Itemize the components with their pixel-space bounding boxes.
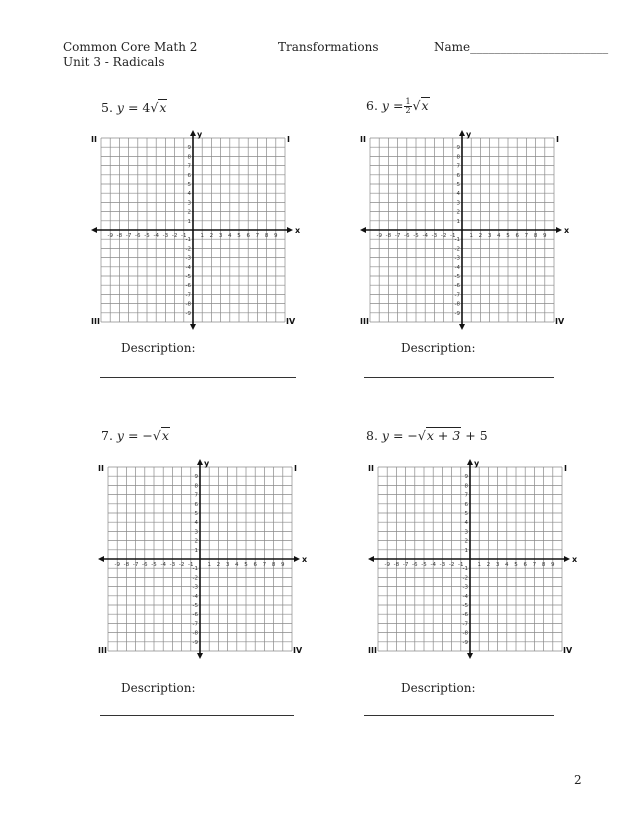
problem-5-label: 5. y = 4√x <box>101 100 167 115</box>
x-tick-label: -4 <box>160 562 166 568</box>
y-axis-arrow-up <box>190 130 196 136</box>
x-axis-label: x <box>572 555 578 564</box>
y-tick-label: -8 <box>462 630 468 637</box>
description-label-8: Description: <box>401 681 476 695</box>
y-tick-label: 2 <box>194 538 198 545</box>
x-tick-label: 7 <box>524 233 529 239</box>
x-tick-label: 9 <box>274 233 278 239</box>
y-tick-label: -6 <box>185 283 191 290</box>
y-tick-label: -5 <box>185 274 191 280</box>
y-tick-label: -5 <box>192 603 198 609</box>
answer-line-6[interactable] <box>364 377 554 378</box>
x-tick-label: -3 <box>431 233 438 239</box>
y-tick-label: 3 <box>456 200 460 207</box>
sqrt-symbol: √x + 3 <box>417 428 461 443</box>
x-axis-arrow-left <box>98 556 104 562</box>
y-tick-label: -6 <box>462 612 468 619</box>
quadrant-label-I: I <box>294 464 297 473</box>
y-tick-label: 4 <box>194 520 198 527</box>
x-axis-arrow-right <box>294 556 300 562</box>
y-tick-label: 6 <box>187 172 191 179</box>
y-tick-label: 6 <box>194 501 198 508</box>
coordinate-grid-5[interactable] <box>89 128 301 326</box>
y-tick-label: 4 <box>464 520 468 527</box>
x-tick-label: 8 <box>533 233 538 239</box>
problem-7-label: 7. y = −√x <box>101 428 169 443</box>
y-tick-label: 9 <box>464 474 468 481</box>
y-tick-label: -2 <box>192 575 198 582</box>
x-tick-label: 1 <box>469 233 473 239</box>
x-tick-label: -9 <box>107 233 113 239</box>
quadrant-label-III: III <box>360 317 369 326</box>
quadrant-label-IV: IV <box>555 317 565 326</box>
quadrant-label-III: III <box>98 646 107 655</box>
y-tick-label: -4 <box>462 593 468 600</box>
sqrt-symbol: √x <box>412 98 429 113</box>
x-tick-label: -4 <box>430 562 436 568</box>
x-tick-label: 3 <box>225 562 230 568</box>
y-tick-label: 8 <box>187 154 191 161</box>
equation-lhs: y <box>381 428 389 443</box>
y-tick-label: -2 <box>462 575 468 582</box>
y-tick-label: 6 <box>464 501 468 508</box>
y-tick-label: 9 <box>194 474 198 481</box>
problem-number: 5. <box>101 100 113 115</box>
page-number: 2 <box>574 773 582 787</box>
y-tick-label: -2 <box>185 246 191 253</box>
y-tick-label: -5 <box>462 603 468 609</box>
quadrant-label-I: I <box>556 135 559 144</box>
name-field[interactable]: Name_______________________ <box>434 40 609 54</box>
y-tick-label: 7 <box>187 163 191 170</box>
x-tick-label: 2 <box>486 562 491 568</box>
y-tick-label: -7 <box>462 621 468 628</box>
description-label-6: Description: <box>401 341 476 355</box>
x-tick-label: 4 <box>497 233 501 239</box>
y-tick-label: -3 <box>454 255 460 262</box>
x-tick-label: 5 <box>244 562 248 568</box>
x-tick-label: -5 <box>421 562 427 568</box>
sqrt-symbol: √x <box>152 428 169 443</box>
answer-line-7[interactable] <box>100 715 294 716</box>
x-tick-label: -3 <box>162 233 169 239</box>
x-tick-label: 2 <box>216 562 221 568</box>
y-tick-label: 7 <box>464 492 468 499</box>
problem-number: 7. <box>101 428 113 443</box>
y-tick-label: -1 <box>185 237 191 244</box>
equation-lhs: y <box>116 100 124 115</box>
y-tick-label: -7 <box>185 292 191 299</box>
y-tick-label: -2 <box>454 246 460 253</box>
y-tick-label: -3 <box>192 584 198 591</box>
y-tick-label: -4 <box>185 264 191 271</box>
y-tick-label: 3 <box>187 200 191 207</box>
x-tick-label: -1 <box>458 562 464 568</box>
coordinate-grid-6[interactable] <box>358 128 570 326</box>
x-tick-label: -4 <box>422 233 428 239</box>
x-tick-label: 5 <box>237 233 241 239</box>
y-tick-label: 2 <box>187 209 191 216</box>
y-tick-label: -7 <box>454 292 460 299</box>
x-tick-label: 6 <box>515 233 519 239</box>
x-tick-label: 6 <box>246 233 250 239</box>
x-tick-label: -6 <box>404 233 410 239</box>
y-tick-label: -9 <box>462 639 468 646</box>
x-axis-arrow-right <box>564 556 570 562</box>
y-axis-arrow-up <box>197 459 203 465</box>
y-tick-label: -8 <box>454 301 460 308</box>
x-axis-label: x <box>302 555 308 564</box>
y-tick-label: 8 <box>456 154 460 161</box>
x-tick-label: -7 <box>125 233 132 239</box>
y-tick-label: -4 <box>192 593 198 600</box>
x-tick-label: 4 <box>235 562 239 568</box>
quadrant-label-IV: IV <box>286 317 296 326</box>
x-tick-label: 3 <box>218 233 223 239</box>
y-tick-label: -9 <box>185 310 191 317</box>
x-tick-label: 3 <box>495 562 500 568</box>
x-tick-label: 1 <box>207 562 211 568</box>
equation-lhs: y <box>381 98 389 113</box>
y-tick-label: 5 <box>464 511 468 517</box>
description-label-5: Description: <box>121 341 196 355</box>
y-axis-arrow-down <box>467 653 473 659</box>
x-tick-label: -8 <box>385 233 392 239</box>
topic-title: Transformations <box>278 40 379 54</box>
y-tick-label: 5 <box>187 182 191 188</box>
y-tick-label: 5 <box>456 182 460 188</box>
x-tick-label: -1 <box>188 562 194 568</box>
y-tick-label: -1 <box>192 566 198 573</box>
x-tick-label: 7 <box>255 233 260 239</box>
x-tick-label: -6 <box>142 562 148 568</box>
y-axis-arrow-down <box>197 653 203 659</box>
y-axis-label: y <box>204 459 210 468</box>
answer-line-8[interactable] <box>364 715 554 716</box>
quadrant-label-II: II <box>360 135 366 144</box>
y-tick-label: 1 <box>187 218 191 225</box>
y-tick-label: -5 <box>454 274 460 280</box>
x-tick-label: 7 <box>262 562 267 568</box>
problem-number: 8. <box>366 428 378 443</box>
y-tick-label: 7 <box>456 163 460 170</box>
sqrt-symbol: √x <box>150 100 167 115</box>
y-tick-label: -7 <box>192 621 198 628</box>
y-tick-label: 2 <box>456 209 460 216</box>
y-axis-label: y <box>466 130 472 139</box>
y-tick-label: -1 <box>454 237 460 244</box>
x-tick-label: 1 <box>200 233 204 239</box>
x-axis-arrow-left <box>368 556 374 562</box>
quadrant-label-III: III <box>368 646 377 655</box>
x-tick-label: -8 <box>393 562 400 568</box>
coordinate-grid-7[interactable] <box>96 457 308 655</box>
x-tick-label: -6 <box>135 233 141 239</box>
y-tick-label: 1 <box>456 218 460 225</box>
x-tick-label: 5 <box>514 562 518 568</box>
y-tick-label: 9 <box>456 145 460 152</box>
x-tick-label: -1 <box>450 233 456 239</box>
x-tick-label: -7 <box>402 562 409 568</box>
y-tick-label: -3 <box>185 255 191 262</box>
fraction-one-half: $\frac{1}{2}$ <box>405 97 411 115</box>
y-tick-label: 4 <box>456 191 460 198</box>
x-axis-arrow-left <box>91 227 97 233</box>
y-axis-arrow-down <box>190 324 196 330</box>
x-tick-label: -8 <box>116 233 123 239</box>
x-tick-label: 8 <box>541 562 546 568</box>
x-tick-label: -3 <box>439 562 446 568</box>
y-tick-label: -9 <box>192 639 198 646</box>
problem-8-label: 8. y = −√x + 3 + 5 <box>366 428 488 443</box>
x-tick-label: 7 <box>532 562 537 568</box>
x-axis-label: x <box>564 226 570 235</box>
quadrant-label-III: III <box>91 317 100 326</box>
x-tick-label: 8 <box>264 233 269 239</box>
y-axis-arrow-up <box>459 130 465 136</box>
y-tick-label: -6 <box>454 283 460 290</box>
x-tick-label: 6 <box>253 562 257 568</box>
x-tick-label: -1 <box>181 233 187 239</box>
x-tick-label: -6 <box>412 562 418 568</box>
x-tick-label: 3 <box>487 233 492 239</box>
x-tick-label: 2 <box>209 233 214 239</box>
x-tick-label: 9 <box>281 562 285 568</box>
x-tick-label: 6 <box>523 562 527 568</box>
x-tick-label: 9 <box>543 233 547 239</box>
course-title: Common Core Math 2 <box>63 40 198 54</box>
y-tick-label: 1 <box>194 547 198 554</box>
x-tick-label: -8 <box>123 562 130 568</box>
x-tick-label: -5 <box>144 233 150 239</box>
y-tick-label: 3 <box>464 529 468 536</box>
x-tick-label: -3 <box>169 562 176 568</box>
quadrant-label-II: II <box>91 135 97 144</box>
x-tick-label: -2 <box>440 233 447 239</box>
quadrant-label-IV: IV <box>293 646 303 655</box>
y-tick-label: -8 <box>185 301 191 308</box>
x-tick-label: -2 <box>448 562 455 568</box>
coordinate-grid-8[interactable] <box>366 457 578 655</box>
answer-line-5[interactable] <box>100 377 296 378</box>
quadrant-label-I: I <box>564 464 567 473</box>
x-tick-label: 4 <box>228 233 232 239</box>
y-tick-label: 8 <box>464 483 468 490</box>
problem-6-label: 6. y = $\frac{1}{2}$ √x <box>366 97 429 115</box>
x-tick-label: 2 <box>478 233 483 239</box>
equation-lhs: y <box>116 428 124 443</box>
quadrant-label-II: II <box>98 464 104 473</box>
x-tick-label: -9 <box>376 233 382 239</box>
x-tick-label: -9 <box>114 562 120 568</box>
y-tick-label: 9 <box>187 145 191 152</box>
y-tick-label: -4 <box>454 264 460 271</box>
x-axis-arrow-right <box>287 227 293 233</box>
x-tick-label: -2 <box>178 562 185 568</box>
problem-number: 6. <box>366 98 378 113</box>
y-tick-label: 7 <box>194 492 198 499</box>
x-tick-label: -7 <box>132 562 139 568</box>
x-tick-label: -9 <box>384 562 390 568</box>
y-axis-label: y <box>474 459 480 468</box>
y-tick-label: 8 <box>194 483 198 490</box>
y-tick-label: -9 <box>454 310 460 317</box>
x-tick-label: -2 <box>171 233 178 239</box>
quadrant-label-II: II <box>368 464 374 473</box>
x-tick-label: 9 <box>551 562 555 568</box>
y-tick-label: 4 <box>187 191 191 198</box>
x-tick-label: -4 <box>153 233 159 239</box>
y-tick-label: -1 <box>462 566 468 573</box>
y-tick-label: 6 <box>456 172 460 179</box>
y-tick-label: 2 <box>464 538 468 545</box>
x-tick-label: -5 <box>151 562 157 568</box>
x-axis-label: x <box>295 226 301 235</box>
quadrant-label-I: I <box>287 135 290 144</box>
x-axis-arrow-right <box>556 227 562 233</box>
y-axis-label: y <box>197 130 203 139</box>
unit-title: Unit 3 - Radicals <box>63 55 165 69</box>
quadrant-label-IV: IV <box>563 646 573 655</box>
x-tick-label: 5 <box>506 233 510 239</box>
x-axis-arrow-left <box>360 227 366 233</box>
y-tick-label: 5 <box>194 511 198 517</box>
x-tick-label: 4 <box>505 562 509 568</box>
y-axis-arrow-up <box>467 459 473 465</box>
y-axis-arrow-down <box>459 324 465 330</box>
description-label-7: Description: <box>121 681 196 695</box>
y-tick-label: 1 <box>464 547 468 554</box>
y-tick-label: -3 <box>462 584 468 591</box>
x-tick-label: -5 <box>413 233 419 239</box>
x-tick-label: 8 <box>271 562 276 568</box>
y-tick-label: 3 <box>194 529 198 536</box>
y-tick-label: -6 <box>192 612 198 619</box>
x-tick-label: -7 <box>394 233 401 239</box>
x-tick-label: 1 <box>477 562 481 568</box>
y-tick-label: -8 <box>192 630 198 637</box>
